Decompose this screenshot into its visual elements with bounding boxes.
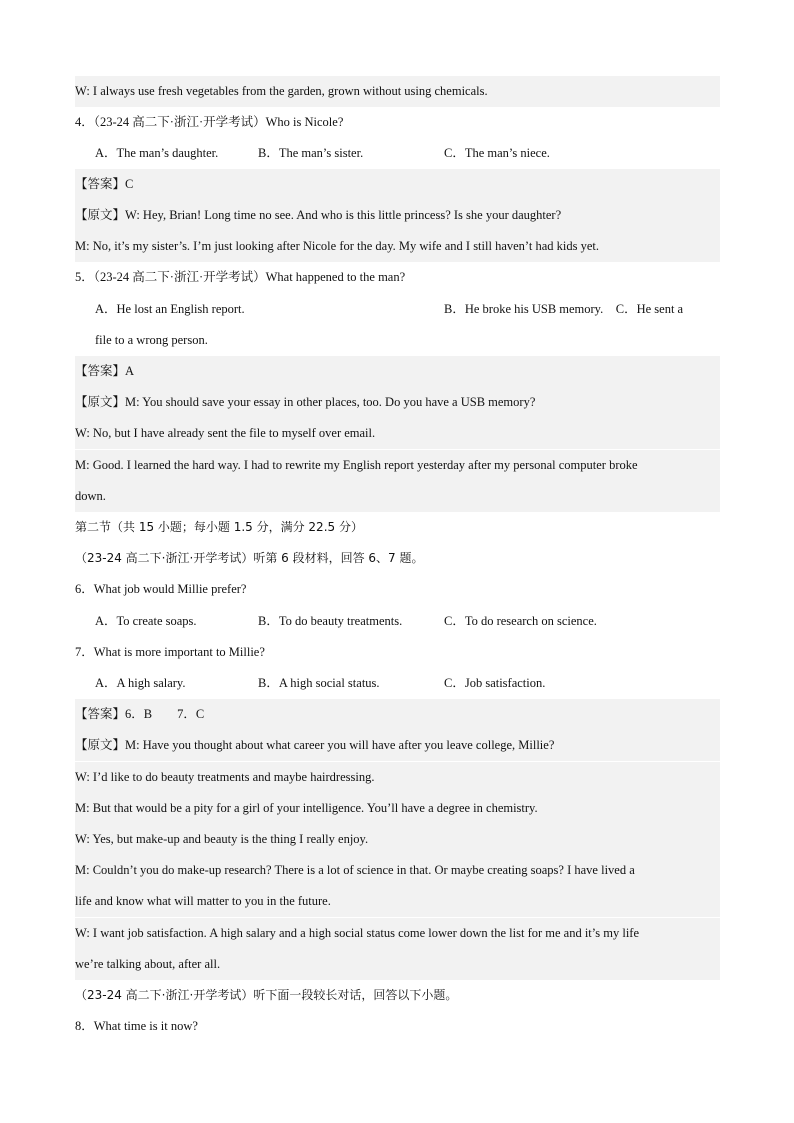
q67-transcript-line: W: I want job satisfaction. A high salary and a high social status come lower down the list for me and it’s my life [75,918,720,949]
q5-option-a: A．He lost an English report. [95,302,245,316]
q67-transcript-line: W: Yes, but make-up and beauty is the thing I really enjoy. [75,824,720,855]
q67-transcript-line: 【原文】M: Have you thought about what career you will have after you leave college, Millie? [75,730,720,761]
q5-option-c-cont: file to a wrong person. [95,333,208,347]
q6-option-a: A．To create soaps. [95,614,197,628]
q5-transcript-line: 【原文】M: You should save your essay in other places, too. Do you have a USB memory? [75,387,720,418]
question-5-stem: 5．（23-24 高二下·浙江·开学考试）What happened to the man? [75,270,406,284]
q4-option-b: B．The man’s sister. [258,146,364,160]
q4-answer: 【答案】C [75,169,720,200]
q67-transcript-line: M: Couldn’t you do make-up research? There is a lot of science in that. Or maybe creating soaps? I have lived a [75,855,720,886]
q4-transcript-line: M: No, it’s my sister’s. I’m just looking after Nicole for the day. My wife and I still haven’t had kids yet. [75,231,720,262]
q4-option-c: C．The man’s niece. [444,146,550,160]
question-5-options [75,294,720,325]
section-heading: 第二节（共 15 小题；每小题 1.5 分，满分 22.5 分） [75,520,363,534]
q5-transcript-line: W: No, but I have already sent the file to myself over email. [75,418,720,449]
q6-option-b: B．To do beauty treatments. [258,614,403,628]
dialogue-line: W: I always use fresh vegetables from the garden, grown without using chemicals. [75,76,720,107]
question-6-stem: 6．What job would Millie prefer? [75,582,247,596]
passage-intro: （23-24 高二下·浙江·开学考试）听第 6 段材料，回答 6、7 题。 [75,551,424,565]
question-4-stem: 4．（23-24 高二下·浙江·开学考试）Who is Nicole? [75,115,344,129]
q5-answer: 【答案】A [75,356,720,387]
question-7-stem: 7．What is more important to Millie? [75,645,265,659]
question-4-options [75,138,720,169]
question-6-options [75,606,720,637]
question-7-options [75,668,720,699]
q67-transcript-line: M: But that would be a pity for a girl of your intelligence. You’ll have a degree in chemistry. [75,793,720,824]
q67-transcript-line: we’re talking about, after all. [75,949,720,980]
q67-transcript-line: W: I’d like to do beauty treatments and maybe hairdressing. [75,762,720,793]
q67-answer: 【答案】6．B 7．C [75,699,720,730]
passage-intro: （23-24 高二下·浙江·开学考试）听下面一段较长对话，回答以下小题。 [75,988,458,1002]
q5-option-bc: B．He broke his USB memory. C．He sent a [444,302,684,316]
q6-option-c: C．To do research on science. [444,614,597,628]
q4-transcript-line: 【原文】W: Hey, Brian! Long time no see. And who is this little princess? Is she your daughter? [75,200,720,231]
q7-option-a: A．A high salary. [95,676,186,690]
q67-transcript-line: life and know what will matter to you in the future. [75,886,720,917]
q7-option-b: B．A high social status. [258,676,380,690]
question-5-options-cont [75,325,720,356]
q5-transcript-line: down. [75,481,720,512]
q4-option-a: A．The man’s daughter. [95,146,219,160]
q5-transcript-line: M: Good. I learned the hard way. I had to rewrite my English report yesterday after my personal computer broke [75,450,720,481]
question-8-stem: 8．What time is it now? [75,1019,198,1033]
q7-option-c: C．Job satisfaction. [444,676,546,690]
